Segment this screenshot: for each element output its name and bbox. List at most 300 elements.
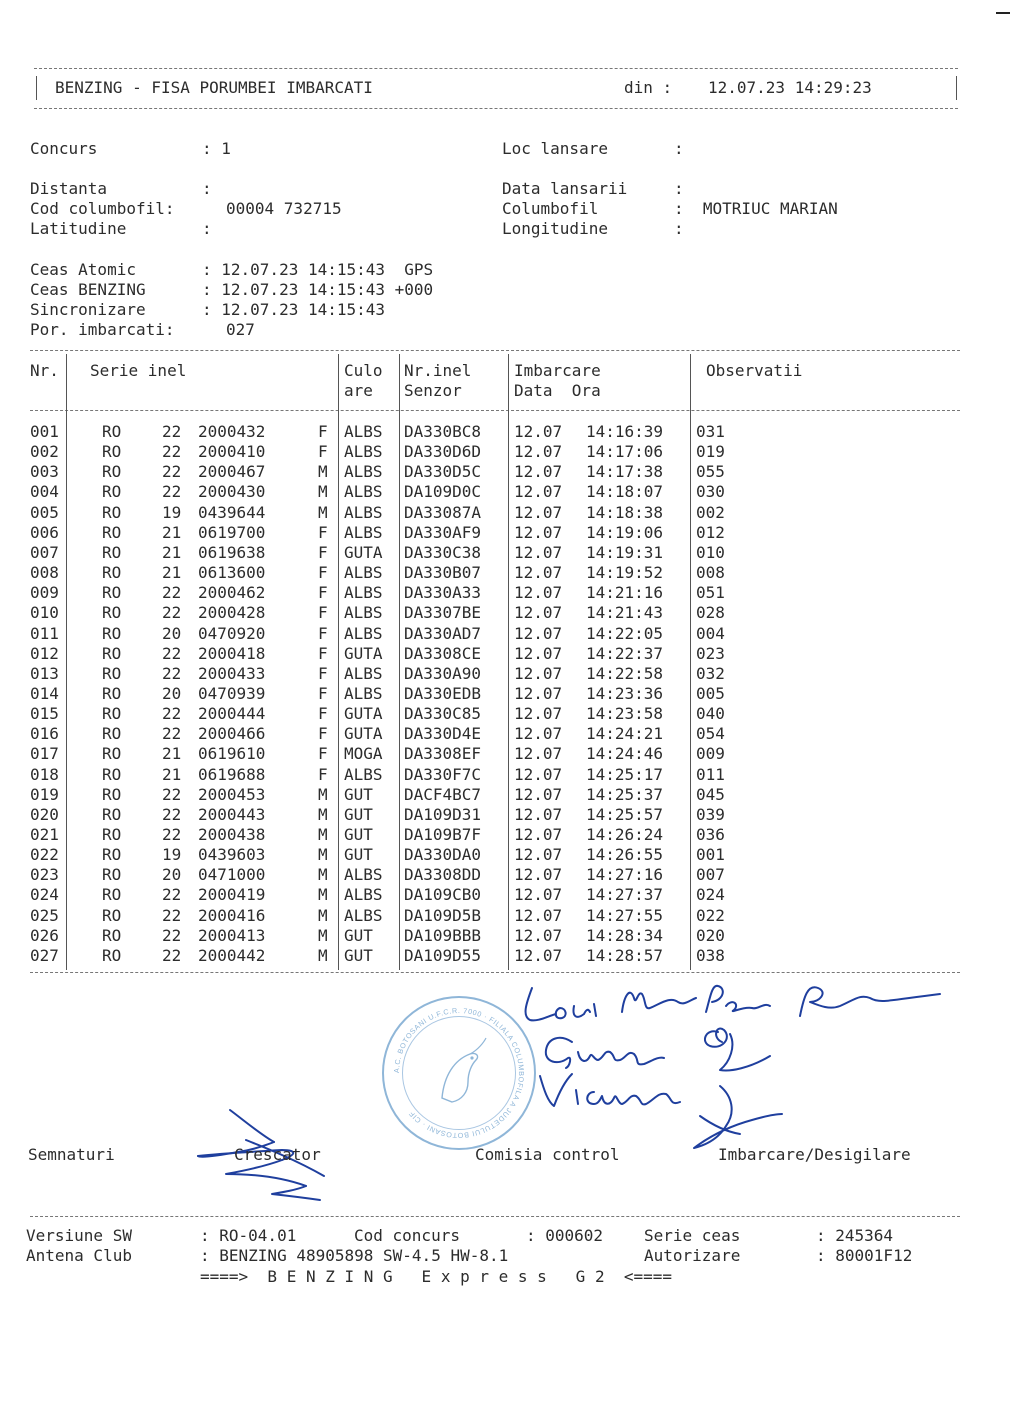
row-color: GUT: [344, 925, 373, 945]
row-time: 14:26:55: [586, 845, 664, 865]
row-sensor: DA109CB0: [404, 885, 482, 905]
row-year: 22: [162, 925, 182, 945]
row-nr: 011: [30, 623, 59, 643]
table-bottom-rule: [30, 972, 960, 973]
row-sex: M: [318, 804, 328, 824]
row-sensor: DA109D0C: [404, 482, 482, 502]
table-row: [0, 744, 1024, 764]
row-time: 14:23:58: [586, 704, 664, 724]
longitudine-value: :: [674, 219, 684, 238]
row-observation: 002: [696, 502, 725, 522]
semnaturi-label: Semnaturi: [28, 1145, 115, 1164]
data-lansarii-label: Data lansarii: [502, 179, 628, 198]
cod-concurs-value: : 000602: [526, 1226, 604, 1245]
row-time: 14:22:05: [586, 623, 664, 643]
row-nr: 007: [30, 542, 59, 562]
table-row: [0, 482, 1024, 502]
table-top-rule: [30, 350, 960, 351]
row-color: GUT: [344, 804, 373, 824]
serie-ceas-value: : 245364: [816, 1226, 894, 1245]
row-sensor: DA109D55: [404, 945, 482, 965]
row-nr: 004: [30, 482, 59, 502]
row-time: 14:27:16: [586, 865, 664, 885]
table-row: [0, 785, 1024, 805]
row-ring-number: 2000418: [198, 643, 266, 663]
table-row: [0, 422, 1024, 442]
table-row: [0, 624, 1024, 644]
row-country: RO: [102, 764, 122, 784]
row-ring-number: 0619638: [198, 542, 266, 562]
row-color: GUT: [344, 945, 373, 965]
row-time: 14:18:07: [586, 482, 664, 502]
table-row: [0, 825, 1024, 845]
row-sensor: DA109D5B: [404, 905, 482, 925]
row-color: ALBS: [344, 623, 383, 643]
row-nr: 014: [30, 683, 59, 703]
row-observation: 054: [696, 724, 725, 744]
row-color: ALBS: [344, 422, 383, 441]
row-time: 14:17:38: [586, 462, 664, 482]
row-country: RO: [102, 422, 122, 441]
header-bottom-rule: [34, 108, 958, 109]
row-observation: 031: [696, 422, 725, 441]
row-nr: 008: [30, 563, 59, 583]
autorizare-label: Autorizare: [644, 1246, 741, 1265]
row-sex: M: [318, 462, 328, 482]
row-sex: F: [318, 704, 328, 724]
row-observation: 045: [696, 784, 725, 804]
concurs-value: : 1: [202, 139, 231, 158]
row-time: 14:25:37: [586, 784, 664, 804]
row-country: RO: [102, 825, 122, 844]
row-sex: F: [318, 724, 328, 744]
row-date: 12.07: [514, 744, 563, 764]
row-observation: 009: [696, 744, 725, 764]
table-row: [0, 865, 1024, 885]
table-row: [0, 644, 1024, 664]
row-color: ALBS: [344, 522, 383, 542]
row-observation: 039: [696, 804, 725, 824]
row-sex: F: [318, 663, 328, 683]
row-nr: 016: [30, 724, 59, 744]
cod-concurs-label: Cod concurs: [354, 1226, 460, 1245]
row-country: RO: [102, 724, 122, 744]
row-year: 22: [162, 583, 182, 603]
row-ring-number: 2000443: [198, 804, 266, 824]
row-color: ALBS: [344, 865, 383, 885]
row-observation: 001: [696, 845, 725, 865]
row-nr: 005: [30, 502, 59, 522]
row-time: 14:21:16: [586, 583, 664, 603]
columbofil-label: Columbofil: [502, 199, 599, 218]
row-country: RO: [102, 925, 122, 945]
row-nr: 015: [30, 704, 59, 724]
row-sex: M: [318, 885, 328, 905]
row-nr: 012: [30, 643, 59, 663]
row-ring-number: 0470920: [198, 623, 266, 643]
th-serie-inel: Serie inel: [90, 361, 187, 380]
row-date: 12.07: [514, 925, 563, 945]
row-ring-number: 2000432: [198, 422, 266, 441]
row-sensor: DA109BBB: [404, 925, 482, 945]
versiune-sw-value: : RO-04.01: [200, 1226, 297, 1245]
row-nr: 019: [30, 784, 59, 804]
row-time: 14:27:55: [586, 905, 664, 925]
row-color: GUTA: [344, 643, 383, 663]
row-year: 22: [162, 945, 182, 965]
row-year: 19: [162, 502, 182, 522]
row-nr: 003: [30, 462, 59, 482]
th-observatii: Observatii: [706, 361, 803, 380]
row-date: 12.07: [514, 623, 563, 643]
latitudine-value: :: [202, 219, 212, 238]
footer-rule: [30, 1216, 960, 1217]
row-year: 20: [162, 683, 182, 703]
row-year: 22: [162, 603, 182, 623]
row-ring-number: 2000444: [198, 704, 266, 724]
row-date: 12.07: [514, 643, 563, 663]
row-year: 22: [162, 704, 182, 724]
row-time: 14:19:31: [586, 542, 664, 562]
row-sensor: DA330DA0: [404, 845, 482, 865]
row-date: 12.07: [514, 422, 563, 441]
th-culoare-2: are: [344, 381, 373, 400]
ceas-benzing-value: : 12.07.23 14:15:43 +000: [202, 280, 434, 299]
row-color: ALBS: [344, 482, 383, 502]
table-row: [0, 885, 1024, 905]
row-color: ALBS: [344, 442, 383, 462]
row-date: 12.07: [514, 462, 563, 482]
row-country: RO: [102, 522, 122, 542]
row-observation: 028: [696, 603, 725, 623]
row-nr: 009: [30, 583, 59, 603]
table-row: [0, 906, 1024, 926]
row-sex: F: [318, 422, 328, 441]
row-time: 14:19:52: [586, 563, 664, 583]
row-sex: M: [318, 502, 328, 522]
crescator-label: Crescator: [234, 1145, 321, 1164]
row-time: 14:21:43: [586, 603, 664, 623]
table-row: [0, 603, 1024, 623]
row-country: RO: [102, 442, 122, 462]
row-nr: 024: [30, 885, 59, 905]
row-time: 14:22:37: [586, 643, 664, 663]
row-ring-number: 2000438: [198, 825, 266, 844]
sincronizare-label: Sincronizare: [30, 300, 146, 319]
cod-columbofil-value: 00004 732715: [226, 199, 342, 218]
row-country: RO: [102, 563, 122, 583]
row-date: 12.07: [514, 905, 563, 925]
th-nr-inel: Nr.inel: [404, 361, 472, 380]
row-color: MOGA: [344, 744, 383, 764]
row-nr: 010: [30, 603, 59, 623]
row-year: 21: [162, 764, 182, 784]
row-year: 22: [162, 482, 182, 502]
corner-dash: [996, 12, 1010, 14]
row-sensor: DA109B7F: [404, 825, 482, 844]
row-sensor: DA330F7C: [404, 764, 482, 784]
row-sex: F: [318, 583, 328, 603]
din-label: din :: [624, 78, 673, 97]
row-ring-number: 2000413: [198, 925, 266, 945]
row-year: 21: [162, 542, 182, 562]
row-ring-number: 0439644: [198, 502, 266, 522]
comisia-control-label: Comisia control: [475, 1145, 620, 1164]
row-color: ALBS: [344, 583, 383, 603]
row-date: 12.07: [514, 885, 563, 905]
row-time: 14:28:57: [586, 945, 664, 965]
row-sex: F: [318, 764, 328, 784]
row-sex: F: [318, 442, 328, 462]
table-row: [0, 462, 1024, 482]
row-date: 12.07: [514, 563, 563, 583]
table-row: [0, 704, 1024, 724]
table-row: [0, 724, 1024, 744]
row-country: RO: [102, 945, 122, 965]
table-row: [0, 664, 1024, 684]
table-row: [0, 805, 1024, 825]
row-date: 12.07: [514, 542, 563, 562]
row-observation: 040: [696, 704, 725, 724]
imbarcare-desigilare-label: Imbarcare/Desigilare: [718, 1145, 911, 1164]
row-sensor: DA3308DD: [404, 865, 482, 885]
row-ring-number: 0619610: [198, 744, 266, 764]
th-senzor: Senzor: [404, 381, 462, 400]
row-observation: 005: [696, 683, 725, 703]
row-year: 20: [162, 865, 182, 885]
row-time: 14:27:37: [586, 885, 664, 905]
row-observation: 032: [696, 663, 725, 683]
row-year: 22: [162, 885, 182, 905]
row-date: 12.07: [514, 804, 563, 824]
row-sensor: DA330D6D: [404, 442, 482, 462]
versiune-sw-label: Versiune SW: [26, 1226, 132, 1245]
row-nr: 020: [30, 804, 59, 824]
row-country: RO: [102, 482, 122, 502]
row-observation: 023: [696, 643, 725, 663]
table-row: [0, 684, 1024, 704]
row-observation: 055: [696, 462, 725, 482]
row-time: 14:18:38: [586, 502, 664, 522]
row-ring-number: 0619700: [198, 522, 266, 542]
row-year: 20: [162, 623, 182, 643]
row-sex: F: [318, 563, 328, 583]
row-sex: M: [318, 784, 328, 804]
row-date: 12.07: [514, 764, 563, 784]
row-date: 12.07: [514, 845, 563, 865]
row-sex: M: [318, 865, 328, 885]
row-sensor: DA3308EF: [404, 744, 482, 764]
header-top-rule: [34, 68, 958, 69]
row-sensor: DA3308CE: [404, 643, 482, 663]
row-year: 21: [162, 522, 182, 542]
row-ring-number: 0613600: [198, 563, 266, 583]
ceas-atomic-value: : 12.07.23 14:15:43 GPS: [202, 260, 434, 279]
row-sensor: DA109D31: [404, 804, 482, 824]
row-ring-number: 2000433: [198, 663, 266, 683]
row-country: RO: [102, 845, 122, 865]
row-color: ALBS: [344, 764, 383, 784]
data-lansarii-value: :: [674, 179, 684, 198]
row-country: RO: [102, 905, 122, 925]
distanta-label: Distanta: [30, 179, 108, 198]
row-nr: 026: [30, 925, 59, 945]
din-value: 12.07.23 14:29:23: [708, 78, 872, 97]
row-sex: M: [318, 482, 328, 502]
row-sex: F: [318, 623, 328, 643]
th-nr: Nr.: [30, 361, 59, 380]
row-ring-number: 2000462: [198, 583, 266, 603]
distanta-value: :: [202, 179, 212, 198]
row-sex: M: [318, 845, 328, 865]
row-observation: 012: [696, 522, 725, 542]
row-country: RO: [102, 804, 122, 824]
row-color: GUTA: [344, 542, 383, 562]
row-year: 22: [162, 784, 182, 804]
table-header-rule: [30, 410, 960, 411]
row-date: 12.07: [514, 945, 563, 965]
row-color: ALBS: [344, 462, 383, 482]
table-row: [0, 926, 1024, 946]
row-country: RO: [102, 542, 122, 562]
row-year: 22: [162, 663, 182, 683]
row-ring-number: 2000467: [198, 462, 266, 482]
row-country: RO: [102, 643, 122, 663]
row-nr: 025: [30, 905, 59, 925]
antena-club-label: Antena Club: [26, 1246, 132, 1265]
row-ring-number: 2000410: [198, 442, 266, 462]
row-color: GUT: [344, 784, 373, 804]
table-row: [0, 765, 1024, 785]
th-culoare-1: Culo: [344, 361, 383, 380]
row-time: 14:22:58: [586, 663, 664, 683]
row-observation: 024: [696, 885, 725, 905]
row-sensor: DA330BC8: [404, 422, 482, 441]
serie-ceas-label: Serie ceas: [644, 1226, 741, 1245]
row-nr: 017: [30, 744, 59, 764]
row-sex: F: [318, 744, 328, 764]
ceas-atomic-label: Ceas Atomic: [30, 260, 136, 279]
row-time: 14:24:46: [586, 744, 664, 764]
row-nr: 018: [30, 764, 59, 784]
row-color: GUTA: [344, 704, 383, 724]
ceas-benzing-label: Ceas BENZING: [30, 280, 146, 299]
stamp-lettering: A.C. BOTOSANI U.F.C.R. 7000 · FILIALA COLUMBOFILA A JUDETULUI BOTOSANI · CIF: [391, 1005, 527, 1141]
row-observation: 038: [696, 945, 725, 965]
autorizare-value: : 80001F12: [816, 1246, 913, 1265]
row-nr: 021: [30, 825, 59, 844]
row-observation: 036: [696, 825, 725, 844]
row-color: ALBS: [344, 603, 383, 623]
row-country: RO: [102, 865, 122, 885]
row-ring-number: 0471000: [198, 865, 266, 885]
row-color: GUTA: [344, 724, 383, 744]
row-sex: M: [318, 905, 328, 925]
concurs-label: Concurs: [30, 139, 98, 158]
commission-signatures: [500, 976, 960, 1166]
row-year: 22: [162, 804, 182, 824]
row-year: 21: [162, 563, 182, 583]
header-right-border: [956, 76, 957, 100]
row-country: RO: [102, 885, 122, 905]
row-observation: 030: [696, 482, 725, 502]
row-nr: 023: [30, 865, 59, 885]
row-time: 14:19:06: [586, 522, 664, 542]
row-color: GUT: [344, 825, 373, 844]
row-date: 12.07: [514, 502, 563, 522]
row-observation: 008: [696, 563, 725, 583]
table-row: [0, 946, 1024, 966]
benzing-banner: ====> B E N Z I N G E x p r e s s G 2 <====: [200, 1267, 673, 1286]
row-color: ALBS: [344, 905, 383, 925]
row-date: 12.07: [514, 784, 563, 804]
row-nr: 006: [30, 522, 59, 542]
table-row: [0, 543, 1024, 563]
row-nr: 013: [30, 663, 59, 683]
row-year: 22: [162, 825, 182, 844]
row-ring-number: 2000416: [198, 905, 266, 925]
row-sensor: DA330EDB: [404, 683, 482, 703]
row-country: RO: [102, 502, 122, 522]
row-date: 12.07: [514, 442, 563, 462]
por-imbarcati-label: Por. imbarcati:: [30, 320, 175, 339]
row-country: RO: [102, 704, 122, 724]
table-row: [0, 845, 1024, 865]
row-sensor: DA330D4E: [404, 724, 482, 744]
row-time: 14:26:24: [586, 825, 664, 844]
row-country: RO: [102, 583, 122, 603]
row-ring-number: 2000419: [198, 885, 266, 905]
row-year: 22: [162, 905, 182, 925]
row-nr: 001: [30, 422, 59, 441]
row-sex: M: [318, 825, 328, 844]
row-ring-number: 2000466: [198, 724, 266, 744]
row-nr: 027: [30, 945, 59, 965]
row-country: RO: [102, 683, 122, 703]
row-color: ALBS: [344, 563, 383, 583]
row-sex: F: [318, 542, 328, 562]
table-row: [0, 442, 1024, 462]
row-color: ALBS: [344, 663, 383, 683]
row-time: 14:24:21: [586, 724, 664, 744]
row-year: 22: [162, 724, 182, 744]
row-observation: 020: [696, 925, 725, 945]
row-date: 12.07: [514, 724, 563, 744]
antena-club-value: : BENZING 48905898 SW-4.5 HW-8.1: [200, 1246, 509, 1265]
loc-lansare-value: :: [674, 139, 684, 158]
row-year: 22: [162, 462, 182, 482]
row-ring-number: 2000453: [198, 784, 266, 804]
row-sensor: DACF4BC7: [404, 784, 482, 804]
row-time: 14:16:39: [586, 422, 664, 441]
row-date: 12.07: [514, 583, 563, 603]
por-imbarcati-value: 027: [226, 320, 255, 339]
row-ring-number: 0619688: [198, 764, 266, 784]
table-row: [0, 563, 1024, 583]
row-sensor: DA33087A: [404, 502, 482, 522]
row-nr: 022: [30, 845, 59, 865]
row-date: 12.07: [514, 603, 563, 623]
row-year: 22: [162, 422, 182, 441]
columbofil-value: : MOTRIUC MARIAN: [674, 199, 838, 218]
row-year: 19: [162, 845, 182, 865]
row-ring-number: 0439603: [198, 845, 266, 865]
row-observation: 051: [696, 583, 725, 603]
longitudine-label: Longitudine: [502, 219, 608, 238]
row-sex: F: [318, 522, 328, 542]
row-sensor: DA330A90: [404, 663, 482, 683]
row-sex: M: [318, 925, 328, 945]
